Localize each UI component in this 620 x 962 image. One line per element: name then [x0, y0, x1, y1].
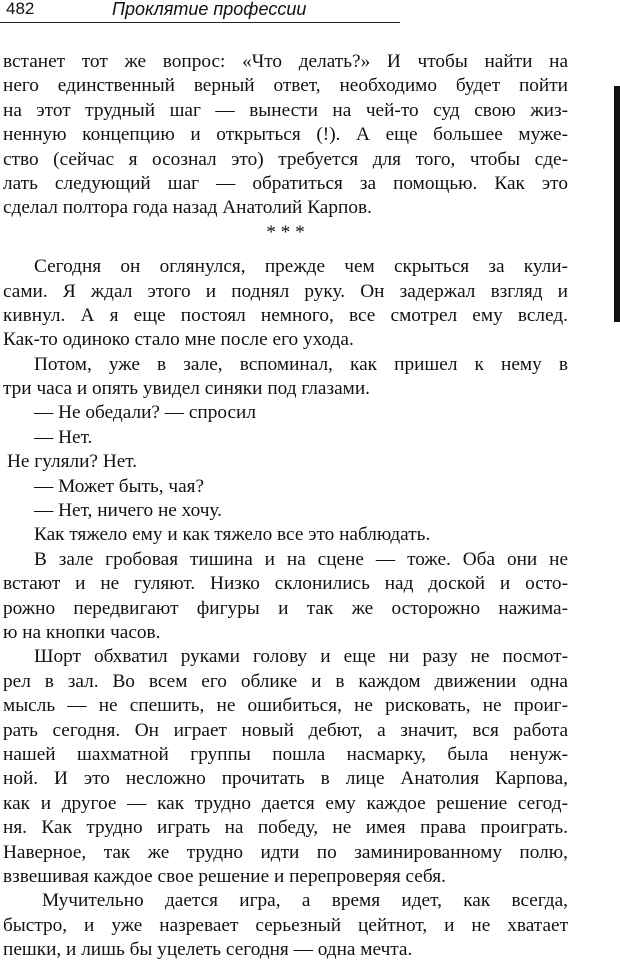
text-line: ня. Как трудно играть на победу, не имея права проиграть. — [3, 817, 568, 839]
body-text — [3, 50, 568, 962]
text-line: кивнул. А я еще постоял немного, все смотрел ему вслед. — [3, 304, 568, 326]
page-number: 482 — [6, 0, 35, 18]
text-line: Как тяжело ему и как тяжело все это наблюдать. — [34, 524, 431, 546]
text-line: ной. И это несложно прочитать в лице Анатолия Карпова, — [3, 768, 568, 790]
text-line: три часа и опять увидел синяки под глазами. — [3, 378, 370, 400]
dialogue-line: — Не обедали? — спросил — [34, 402, 256, 424]
text-line: ю на кнопки часов. — [3, 621, 161, 643]
text-line: как и другое — как трудно дается ему каждое решение сегод- — [3, 792, 568, 814]
section-gap — [3, 245, 568, 255]
text-line: Наверное, так же трудно идти по заминированному полю, — [3, 841, 568, 863]
text-line: Мучительно дается игра, а время идет, как всегда, — [42, 890, 568, 912]
text-line: В зале гробовая тишина и на сцене — тоже. Оба они не — [34, 548, 568, 570]
text-line: пешки, и лишь бы уцелеть сегодня — одна мечта. — [3, 939, 413, 961]
text-line: встанет тот же вопрос: «Что делать?» И чтобы найти на — [3, 51, 568, 72]
text-line: взвешивая каждое свое решение и перепроверяя себя. — [3, 865, 446, 887]
text-line: рел в зал. Во всем его облике и в каждом движении одна — [3, 670, 568, 692]
dialogue-line: — Нет, ничего не хочу. — [34, 500, 222, 522]
page-header — [0, 0, 400, 24]
running-title: Проклятие профессии — [112, 0, 307, 19]
text-line: Потом, уже в зале, вспоминал, как пришел к нему в — [34, 353, 568, 375]
text-line: встают и не гуляют. Низко склонились над доской и осто- — [3, 573, 568, 595]
text-line: сами. Я ждал этого и поднял руку. Он задержал взгляд и — [3, 280, 568, 302]
dialogue-line: — Может быть, чая? — [34, 475, 205, 497]
text-line: Шорт обхватил руками голову и еще ни разу не посмот- — [34, 646, 568, 668]
text-line: нашей шахматной группы пошла насмарку, была ненуж- — [3, 743, 568, 765]
text-line: рать сегодня. Он играет новый дебют, а значит, вся работа — [3, 719, 568, 741]
text-line: ненную концепцию и открыться (!). А еще большее муже- — [3, 124, 568, 146]
section-break: * * * — [266, 221, 305, 243]
text-line: мысль — не спешить, не ошибиться, не рисковать, не проиг- — [3, 695, 568, 717]
text-line: сделал полтора года назад Анатолий Карпов. — [3, 197, 372, 219]
text-line: него единственный верный ответ, необходимо будет пойти — [3, 75, 568, 97]
text-line: на этот трудный шаг — вынести на чей-то суд свою жиз- — [3, 99, 568, 121]
text-line: Сегодня он оглянулся, прежде чем скрыться за кули- — [34, 256, 568, 278]
text-line: быстро, и уже назревает серьезный цейтнот, и не хватает — [3, 914, 568, 936]
dialogue-line: — Нет. — [34, 426, 93, 448]
text-line: лать следующий шаг — обратиться за помощью. Как это — [3, 172, 568, 194]
dialogue-line: Не гуляли? Нет. — [7, 451, 138, 473]
margin-bar — [614, 86, 620, 322]
header-rule — [0, 22, 400, 23]
text-line: ство (сейчас я осознал это) требуется для того, чтобы сде- — [3, 148, 568, 170]
text-line: рожно передвигают фигуры и так же осторожно нажима- — [3, 597, 568, 619]
text-line: Как-то одиноко стало мне после его ухода. — [3, 329, 354, 351]
